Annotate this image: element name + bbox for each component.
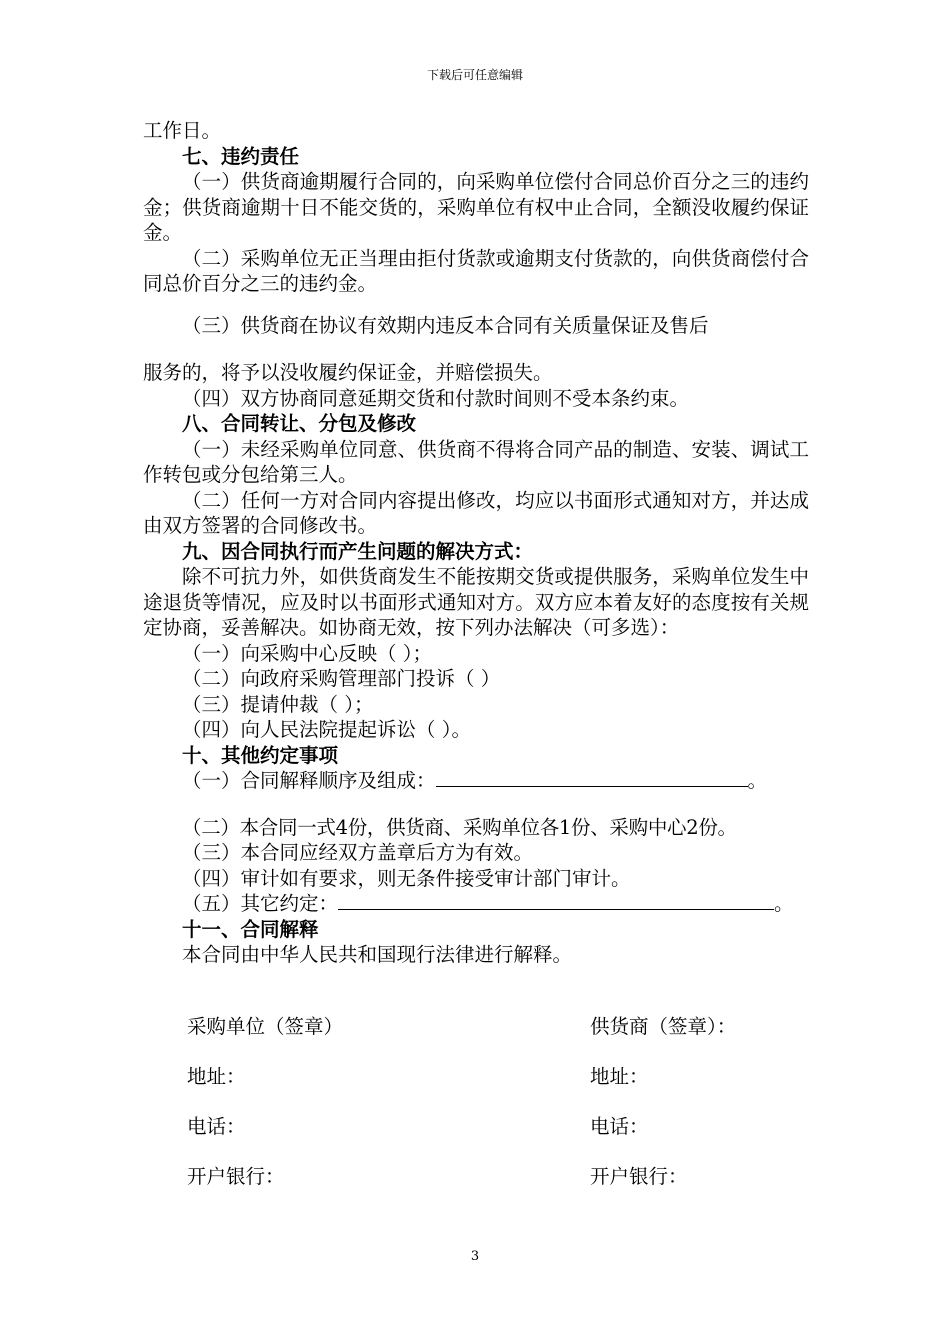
purchaser-phone-label: 电话： — [187, 1115, 246, 1138]
list-item: （二）本合同一式4份，供货商、采购单位各1份、采购中心2份。 — [182, 815, 737, 839]
section-heading-11: 十一、合同解释 — [182, 917, 319, 941]
document-body — [143, 118, 809, 968]
section-heading-9: 九、因合同执行而产生问题的解决方式： — [182, 539, 534, 563]
page-number: 3 — [470, 1249, 480, 1264]
supplier-bank-label: 开户银行： — [590, 1165, 688, 1188]
list-item: （二）向政府采购管理部门投诉（ ） — [182, 667, 501, 690]
purchaser-seal-label: 采购单位（签章） — [187, 1015, 344, 1038]
supplier-phone-label: 电话： — [590, 1115, 649, 1138]
paragraph: （二）任何一方对合同内容提出修改，均应以书面形式通知对方，并达成由双方签署的合同修改书。 — [143, 488, 809, 537]
paragraph: （二）采购单位无正当理由拒付货款或逾期支付货款的，向供货商偿付合同总价百分之三的违约金。 — [143, 246, 809, 295]
list-item — [143, 768, 809, 794]
paragraph: 服务的，将予以没收履约保证金，并赔偿损失。 — [143, 361, 553, 384]
fill-in-blank — [436, 768, 748, 787]
paragraph: （三）供货商在协议有效期内违反本合同有关质量保证及售后 — [182, 313, 709, 337]
paragraph: 除不可抗力外，如供货商发生不能按期交货或提供服务，采购单位发生中途退货等情况，应及时以书面形式通知对方。双方应本着友好的态度按有关规定协商，妥善解决。如协商无效，按下列办法解决（可多选）： — [143, 565, 809, 639]
supplier-address-label: 地址： — [590, 1065, 649, 1088]
list-item: （一）向采购中心反映（ ）； — [182, 641, 432, 665]
item-end: 。 — [774, 892, 794, 915]
paragraph: （一）未经采购单位同意、供货商不得将合同产品的制造、安装、调试工作转包或分包给第三人。 — [143, 437, 809, 486]
list-item: （三）提请仲裁（ ）； — [182, 692, 374, 716]
purchaser-bank-label: 开户银行： — [187, 1165, 285, 1188]
item-label: （五）其它约定： — [182, 892, 339, 915]
text-line: 工作日。 — [143, 119, 222, 142]
paragraph: （一）供货商逾期履行合同的，向采购单位偿付合同总价百分之三的违约金；供货商逾期十日不能交货的，采购单位有权中止合同，全额没收履约保证金。 — [143, 170, 809, 244]
list-item: （四）向人民法院提起诉讼（ ）。 — [182, 718, 471, 741]
list-item: （三）本合同应经双方盖章后方为有效。 — [182, 841, 534, 864]
supplier-seal-label: 供货商（签章）： — [590, 1015, 737, 1038]
purchaser-address-label: 地址： — [187, 1065, 246, 1088]
fill-in-blank — [338, 891, 774, 910]
section-heading-7: 七、违约责任 — [182, 144, 300, 168]
section-heading-10: 十、其他约定事项 — [182, 743, 339, 767]
list-item: （四）审计如有要求，则无条件接受审计部门审计。 — [182, 866, 631, 890]
paragraph: （四）双方协商同意延期交货和付款时间则不受本条约束。 — [182, 386, 690, 410]
section-heading-8: 八、合同转让、分包及修改 — [182, 412, 417, 435]
paragraph: 本合同由中华人民共和国现行法律进行解释。 — [182, 943, 573, 966]
item-end: 。 — [747, 769, 768, 792]
list-item — [143, 891, 809, 917]
page-header: 下载后可任意编辑 — [426, 68, 523, 82]
item-label: （一）合同解释顺序及组成： — [182, 769, 436, 792]
